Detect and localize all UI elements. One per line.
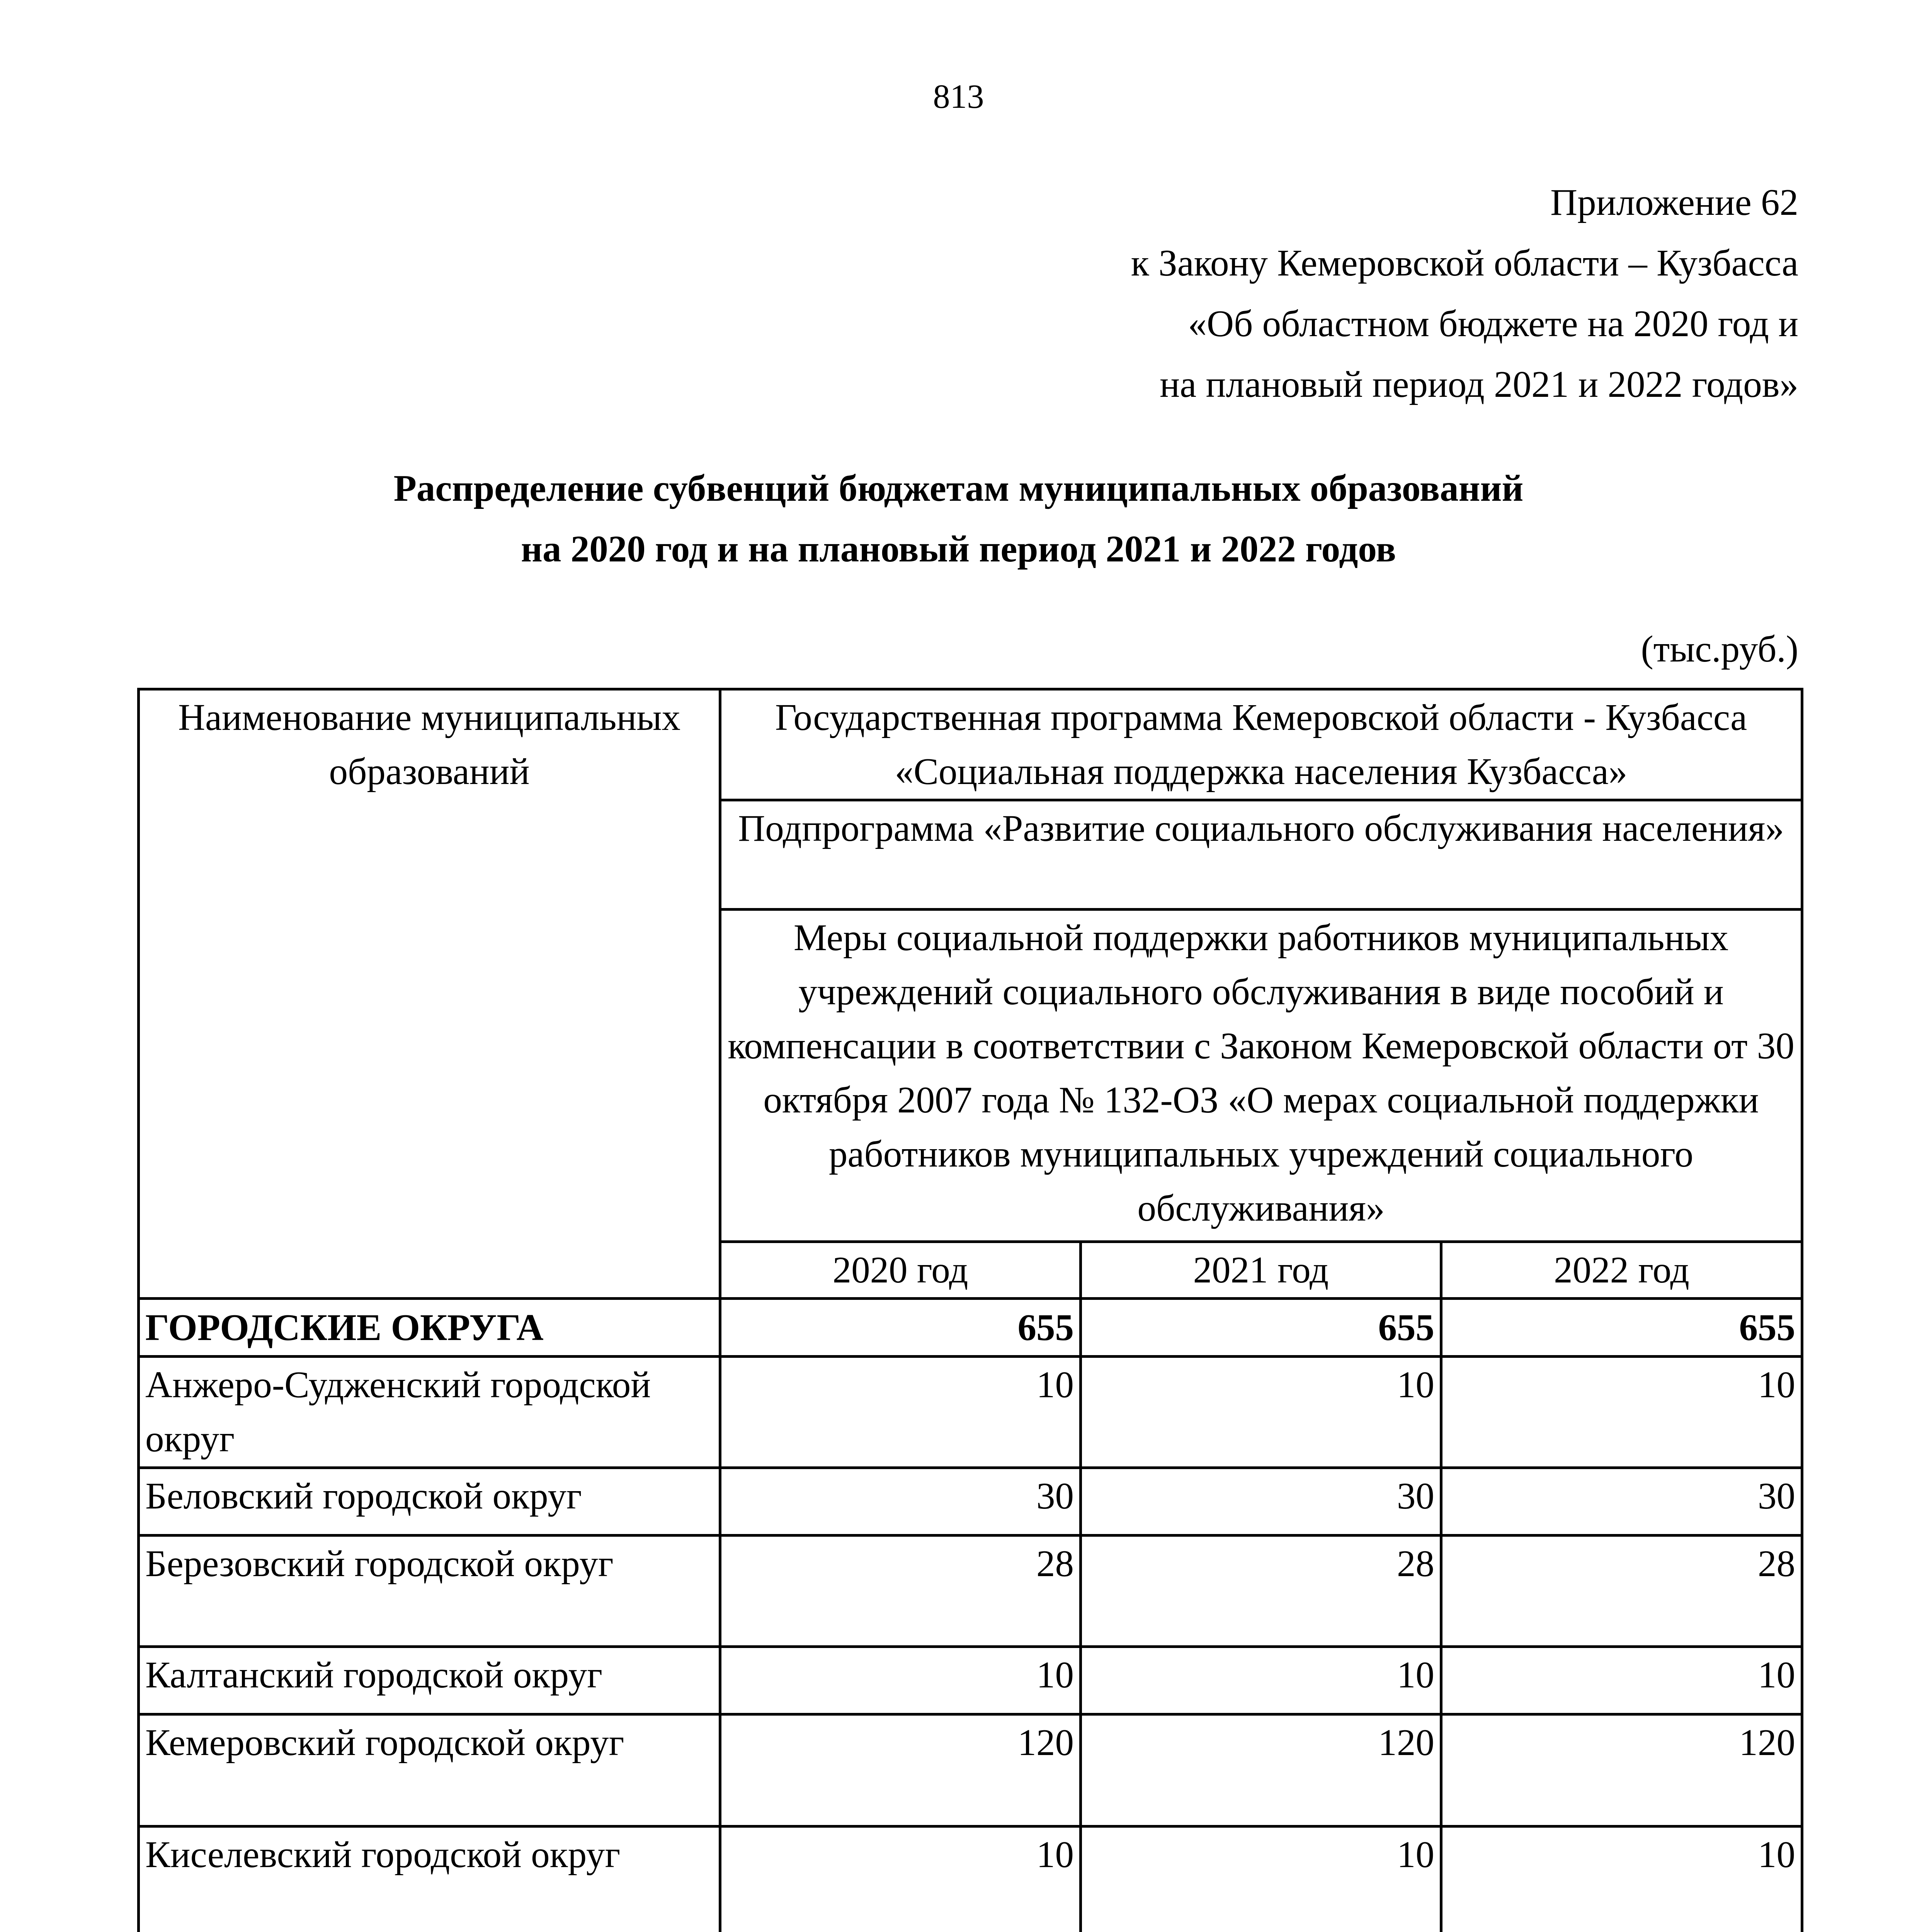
document-title bbox=[0, 458, 1917, 579]
value-2022: 10 bbox=[1441, 1647, 1802, 1714]
appendix-reference bbox=[1131, 172, 1798, 415]
value-2020: 10 bbox=[720, 1647, 1081, 1714]
value-2021: 120 bbox=[1081, 1714, 1441, 1827]
value-2021: 28 bbox=[1081, 1536, 1441, 1647]
table-row bbox=[139, 1647, 1802, 1714]
table-row bbox=[139, 1827, 1802, 1932]
appendix-line: «Об областном бюджете на 2020 год и bbox=[1188, 303, 1798, 344]
total-2020: 655 bbox=[720, 1299, 1081, 1357]
value-2020: 28 bbox=[720, 1536, 1081, 1647]
value-2020: 10 bbox=[720, 1827, 1081, 1932]
municipality-name: Киселевский городской округ bbox=[139, 1827, 720, 1932]
value-2021: 10 bbox=[1081, 1827, 1441, 1932]
subprogram-header: Подпрограмма «Развитие социального обслуживания населения» bbox=[720, 800, 1802, 910]
value-2021: 10 bbox=[1081, 1357, 1441, 1468]
municipality-name: Калтанский городской округ bbox=[139, 1647, 720, 1714]
value-2022: 120 bbox=[1441, 1714, 1802, 1827]
value-2022: 30 bbox=[1441, 1468, 1802, 1536]
measure-header: Меры социальной поддержки работников муниципальных учреждений социального обслуживания в виде пособий и компенсации в соответствии с Законом Кемеровской области от 30 октября 2007 года № 132-ОЗ «О мерах социальной поддержки работников муниципальных учреждений социального обслуживания» bbox=[720, 910, 1802, 1242]
table-row bbox=[139, 1357, 1802, 1468]
value-2021: 10 bbox=[1081, 1647, 1441, 1714]
table-row bbox=[139, 1536, 1802, 1647]
value-2020: 10 bbox=[720, 1357, 1081, 1468]
year-header-2020: 2020 год bbox=[720, 1242, 1081, 1299]
subvention-table bbox=[137, 688, 1803, 1932]
year-header-2022: 2022 год bbox=[1441, 1242, 1802, 1299]
total-2022: 655 bbox=[1441, 1299, 1802, 1357]
units-label: (тыс.руб.) bbox=[1641, 628, 1798, 670]
municipality-name: Анжеро-Судженский городской округ bbox=[139, 1357, 720, 1468]
value-2020: 120 bbox=[720, 1714, 1081, 1827]
title-line-1: Распределение субвенций бюджетам муниципальных образований bbox=[393, 468, 1524, 509]
appendix-line: Приложение 62 bbox=[1550, 182, 1798, 223]
municipality-name: Березовский городской округ bbox=[139, 1536, 720, 1647]
total-row bbox=[139, 1299, 1802, 1357]
table-row bbox=[139, 1714, 1802, 1827]
total-name: ГОРОДСКИЕ ОКРУГА bbox=[139, 1299, 720, 1357]
value-2022: 28 bbox=[1441, 1536, 1802, 1647]
value-2022: 10 bbox=[1441, 1827, 1802, 1932]
page-number: 813 bbox=[933, 78, 984, 116]
table-header-row bbox=[139, 689, 1802, 800]
value-2020: 30 bbox=[720, 1468, 1081, 1536]
municipality-name: Беловский городской округ bbox=[139, 1468, 720, 1536]
value-2022: 10 bbox=[1441, 1357, 1802, 1468]
value-2021: 30 bbox=[1081, 1468, 1441, 1536]
table-row bbox=[139, 1468, 1802, 1536]
total-2021: 655 bbox=[1081, 1299, 1441, 1357]
title-line-2: на 2020 год и на плановый период 2021 и 2022 годов bbox=[521, 528, 1396, 570]
appendix-line: на плановый период 2021 и 2022 годов» bbox=[1160, 364, 1798, 405]
municipality-name: Кемеровский городской округ bbox=[139, 1714, 720, 1827]
municipality-column-header: Наименование муниципальных образований bbox=[139, 689, 720, 1299]
year-header-2021: 2021 год bbox=[1081, 1242, 1441, 1299]
program-header: Государственная программа Кемеровской области - Кузбасса «Социальная поддержка населения Кузбасса» bbox=[720, 689, 1802, 800]
appendix-line: к Закону Кемеровской области – Кузбасса bbox=[1131, 242, 1798, 284]
